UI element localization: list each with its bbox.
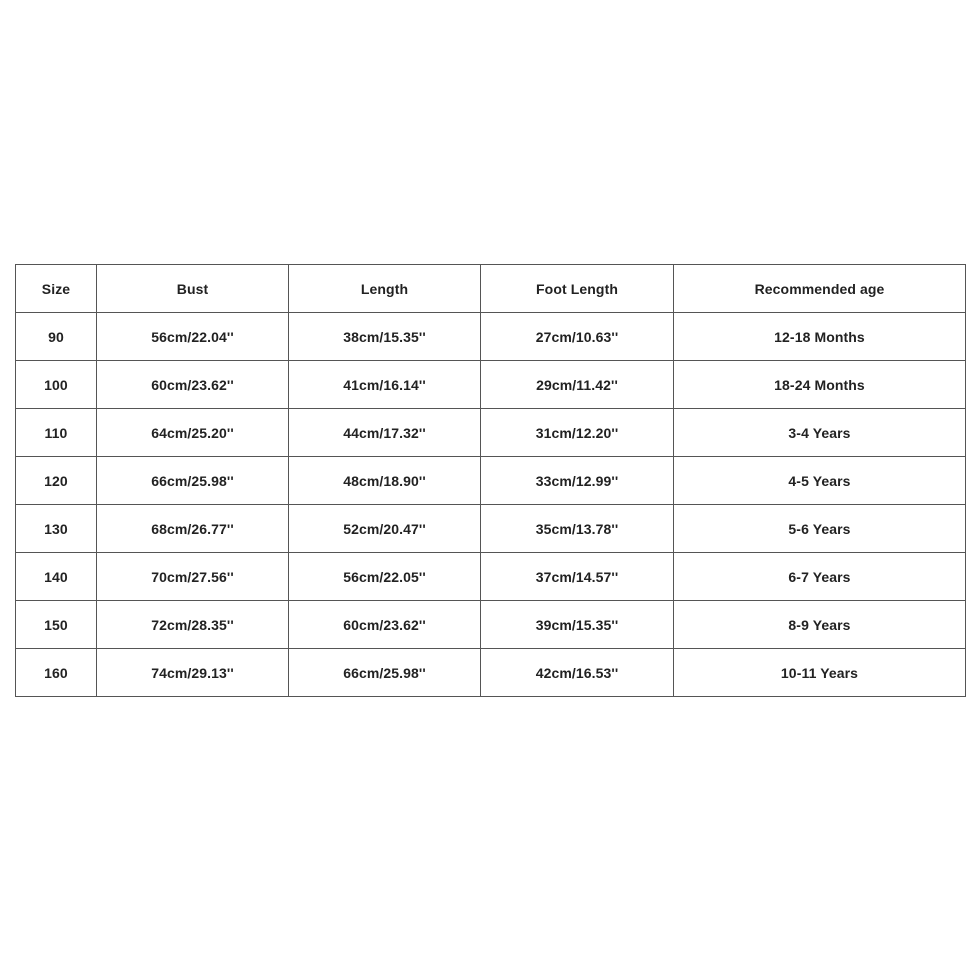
cell-length: 60cm/23.62''	[289, 601, 481, 649]
cell-size: 90	[16, 313, 97, 361]
cell-foot-length: 37cm/14.57''	[481, 553, 674, 601]
cell-foot-length: 29cm/11.42''	[481, 361, 674, 409]
header-size: Size	[16, 265, 97, 313]
table-header	[16, 265, 966, 313]
cell-length: 44cm/17.32''	[289, 409, 481, 457]
header-foot-length: Foot Length	[481, 265, 674, 313]
cell-size: 150	[16, 601, 97, 649]
table-row	[16, 649, 966, 697]
cell-length: 41cm/16.14''	[289, 361, 481, 409]
header-recommended-age: Recommended age	[674, 265, 966, 313]
table-row	[16, 601, 966, 649]
cell-recommended-age: 3-4 Years	[674, 409, 966, 457]
cell-foot-length: 35cm/13.78''	[481, 505, 674, 553]
cell-recommended-age: 8-9 Years	[674, 601, 966, 649]
cell-recommended-age: 12-18 Months	[674, 313, 966, 361]
table-row	[16, 313, 966, 361]
cell-length: 48cm/18.90''	[289, 457, 481, 505]
cell-bust: 72cm/28.35''	[97, 601, 289, 649]
cell-size: 110	[16, 409, 97, 457]
cell-foot-length: 27cm/10.63''	[481, 313, 674, 361]
cell-length: 66cm/25.98''	[289, 649, 481, 697]
cell-foot-length: 42cm/16.53''	[481, 649, 674, 697]
cell-bust: 70cm/27.56''	[97, 553, 289, 601]
table-row	[16, 409, 966, 457]
cell-size: 130	[16, 505, 97, 553]
cell-recommended-age: 4-5 Years	[674, 457, 966, 505]
header-length: Length	[289, 265, 481, 313]
cell-foot-length: 31cm/12.20''	[481, 409, 674, 457]
cell-recommended-age: 6-7 Years	[674, 553, 966, 601]
cell-recommended-age: 10-11 Years	[674, 649, 966, 697]
cell-bust: 66cm/25.98''	[97, 457, 289, 505]
cell-size: 140	[16, 553, 97, 601]
table-row	[16, 361, 966, 409]
cell-length: 52cm/20.47''	[289, 505, 481, 553]
cell-bust: 64cm/25.20''	[97, 409, 289, 457]
cell-recommended-age: 18-24 Months	[674, 361, 966, 409]
cell-size: 120	[16, 457, 97, 505]
cell-length: 56cm/22.05''	[289, 553, 481, 601]
size-chart-table	[15, 264, 966, 697]
cell-foot-length: 33cm/12.99''	[481, 457, 674, 505]
cell-bust: 74cm/29.13''	[97, 649, 289, 697]
cell-size: 160	[16, 649, 97, 697]
cell-recommended-age: 5-6 Years	[674, 505, 966, 553]
cell-bust: 56cm/22.04''	[97, 313, 289, 361]
cell-bust: 68cm/26.77''	[97, 505, 289, 553]
table-row	[16, 505, 966, 553]
cell-size: 100	[16, 361, 97, 409]
table-row	[16, 553, 966, 601]
table-body	[16, 313, 966, 697]
cell-foot-length: 39cm/15.35''	[481, 601, 674, 649]
header-row	[16, 265, 966, 313]
table-row	[16, 457, 966, 505]
header-bust: Bust	[97, 265, 289, 313]
cell-bust: 60cm/23.62''	[97, 361, 289, 409]
cell-length: 38cm/15.35''	[289, 313, 481, 361]
